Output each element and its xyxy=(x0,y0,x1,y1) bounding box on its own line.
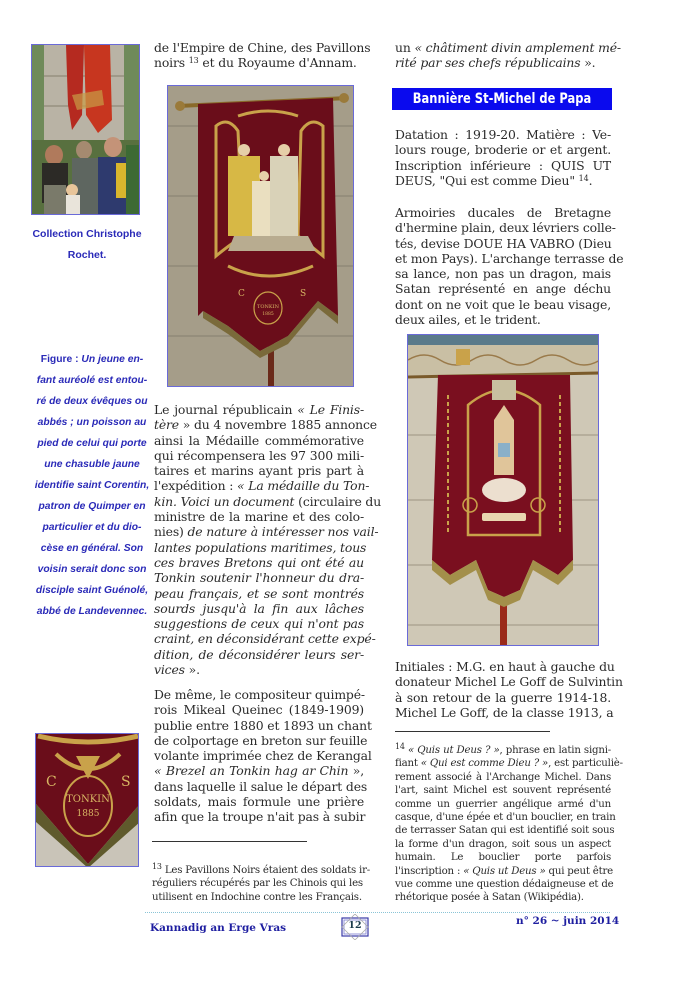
procession-photo xyxy=(31,44,140,215)
footer-divider xyxy=(145,912,610,913)
footnote-line: l'art, saint Michel est souvent représenté xyxy=(395,785,611,797)
footnote-line: utilisent en Indochine contre les Français. xyxy=(152,891,362,903)
text-line: publie entre 1880 et 1893 un chant xyxy=(154,717,372,733)
footnote-line: humain. Le bouclier porte parfois xyxy=(395,852,611,864)
text-line: tère » du 4 novembre 1885 annonce xyxy=(154,417,377,433)
right-paragraph-2 xyxy=(395,205,624,328)
banner-letter-c: C xyxy=(46,774,57,790)
text-line: soldats, mais formule une prière xyxy=(154,794,364,810)
footnote-line: $^{14}$ « Quis ut Deus ? », phrase en latin signi- xyxy=(395,742,611,756)
text-line: rois Mikeal Queinec (1849-1909) xyxy=(154,702,364,718)
text-line: ministre de la marine et des colo- xyxy=(154,509,364,525)
text-line: de colportage en breton sur feuille xyxy=(154,732,368,748)
text-line: nies) de nature à intéresser nos vail- xyxy=(154,524,379,540)
photo-credit-line: Collection Christophe xyxy=(32,228,142,240)
procession-photo-illustration xyxy=(32,45,140,215)
text-line: rité par ses chefs républicains ». xyxy=(395,55,596,71)
text-line: craint, en déconsidérant cette expé- xyxy=(154,631,376,647)
text-line: sa lance, non pas un dragon, mais xyxy=(395,266,611,282)
figure-caption-line: pied de celui qui porte xyxy=(37,438,147,449)
text-line: donateur Michel Le Goff de Sulvintin xyxy=(395,674,623,690)
footnote-ref[interactable]: 14 xyxy=(578,173,589,183)
saint-michel-banner-photo xyxy=(407,334,599,646)
text-line: kin. Voici un document (circulaire du xyxy=(154,493,382,509)
text-line: Inscription inférieure : QUIS UT xyxy=(395,157,611,173)
footnote-line: rement associé à l'Archange Michel. Dans xyxy=(395,771,611,783)
figure-caption-line: abbés ; un poisson au xyxy=(37,417,147,428)
figure-caption-line: cèse en général. Son xyxy=(40,543,144,554)
footnote-line: casque, d'une épée et d'un bouclier, en train xyxy=(395,812,616,824)
text-line: dont on ne voit que le beau visage, xyxy=(395,296,611,312)
figure-caption-line: disciple saint Guénolé, xyxy=(35,585,149,596)
text-line: ces braves Bretons qui ont été au xyxy=(154,554,364,570)
publication-name: Kannadig an Erge Vras xyxy=(150,922,287,934)
footnote-ref-13[interactable]: 13 xyxy=(188,56,199,66)
middle-intro xyxy=(154,40,371,71)
text-line: ainsi la Médaille commémorative xyxy=(154,432,364,448)
banner-letter-s: S xyxy=(300,289,307,299)
footnote-separator xyxy=(152,841,307,842)
figure-caption-line: Un jeune en- xyxy=(81,354,144,365)
photo-credit-line: Rochet. xyxy=(67,249,107,261)
middle-paragraph-2 xyxy=(154,687,372,825)
text-line: lours rouge, broderie or et argent. xyxy=(395,142,611,158)
text-line: volante imprimée chez de Kerangal xyxy=(154,748,372,764)
footnote-13: $^{13}$ Les Pavillons Noirs étaient des soldats ir- réguliers récupérés par les Chinois qui les utilisent en Indochine contre les Français. xyxy=(152,862,371,903)
right-paragraph-3 xyxy=(395,659,623,720)
text-line: afin que la troupe n'ait pas à subir xyxy=(154,809,366,825)
banner-letter-s: S xyxy=(121,774,131,790)
text-line: Le journal républicain « Le Finis- xyxy=(154,402,364,417)
figure-caption-line: une chasuble jaune xyxy=(44,459,140,470)
figure-caption-line: fant auréolé est entou- xyxy=(36,375,148,386)
text-line: deux ailes, et le trident. xyxy=(395,312,541,328)
middle-paragraph-1 xyxy=(154,402,382,678)
footnote-separator xyxy=(395,731,550,732)
text-line: noirs $^{13}$ et du Royaume d'Annam. xyxy=(154,55,357,71)
text-line: Satan représenté en ange déchu xyxy=(395,281,611,297)
figure-caption-line: abbé de Landevennec. xyxy=(36,606,148,617)
text-line: dition, de déconsidérer leurs ser- xyxy=(154,646,364,662)
text-line: l'expédition : « La médaille du Ton- xyxy=(154,478,370,494)
tonkin-banner-detail-photo xyxy=(35,733,139,867)
banner-word: TONKIN xyxy=(66,794,110,805)
text-line: à son retour de la guerre 1914-18. xyxy=(395,689,611,705)
text-line: de l'Empire de Chine, des Pavillons xyxy=(154,40,371,55)
text-line: DEUS, "Qui est comme Dieu" $^{14}$. xyxy=(395,172,593,188)
text-line: tés, devise DOUE HA VABRO (Dieu xyxy=(395,235,612,251)
text-line: sourds jusqu'à la fin aux lâches xyxy=(154,600,364,616)
text-line: Michel Le Goff, de la classe 1913, a xyxy=(395,704,614,720)
text-line: De même, le compositeur quimpé- xyxy=(154,687,365,702)
page-number: 12 xyxy=(348,920,362,931)
footnote-line: l'inscription : « Quis ut Deus » qui peut être xyxy=(395,865,613,877)
footnote-line: fiant « Qui est comme Dieu ? », est particuliè- xyxy=(395,758,623,770)
text-line: qui récompensera les 97 300 mili- xyxy=(154,447,364,463)
text-line: Armoiries ducales de Bretagne xyxy=(395,205,611,220)
figure-caption-line: voisin serait donc son xyxy=(37,564,147,575)
issue-info: n° 26 ~ juin 2014 xyxy=(516,915,620,927)
banner-letter-c: C xyxy=(238,289,245,299)
banner-word: TONKIN xyxy=(257,304,279,310)
tonkin-banner-detail-illustration xyxy=(36,734,139,867)
figure-caption-line: patron de Quimper en xyxy=(38,501,146,512)
footnote-line: comme un guerrier angélique armé d'un xyxy=(395,798,611,810)
text-line: peau français, et se sont montrés xyxy=(154,585,364,601)
footnote-line: la forme d'un dragon, soit sous un aspect xyxy=(395,838,611,850)
page-number-badge xyxy=(340,914,370,940)
banner-year: 1885 xyxy=(262,312,274,317)
footnote-line: de terrasser Satan qui est identifié soit sous xyxy=(395,825,615,837)
footnote-line: réguliers récupérés par les Chinois qui les xyxy=(152,878,363,890)
text-line: un « châtiment divin amplement mé- xyxy=(395,40,621,55)
footnote-number: 14 xyxy=(395,742,405,751)
footnote-14 xyxy=(395,742,623,905)
text-line: dans laquelle il salue le départ des xyxy=(154,778,368,794)
tonkin-banner-photo xyxy=(167,85,354,387)
tonkin-banner-illustration xyxy=(168,86,354,387)
photo-credit xyxy=(20,224,154,266)
footnote-line: rhétorique posée à Satan (Wikipédia). xyxy=(395,892,584,904)
text-line: vices ». xyxy=(154,662,200,678)
text-line: Initiales : M.G. en haut à gauche du xyxy=(395,659,615,674)
footnote-number: 13 xyxy=(152,862,162,871)
text-line: « Brezel an Tonkin hag ar Chin », xyxy=(154,763,364,779)
figure-caption-line: ré de deux évêques ou xyxy=(36,396,148,407)
text-line: suggestions de ceux qui n'ont pas xyxy=(154,616,364,632)
banner-year: 1885 xyxy=(76,809,100,819)
footnote-line: vue comme une question dédaigneuse et de xyxy=(395,879,614,891)
figure-caption-line: identifie saint Corentin, xyxy=(34,480,150,491)
text-line: Tonkin soutenir l'honneur du dra- xyxy=(154,570,364,586)
text-line: d'hermine plain, deux lévriers colle- xyxy=(395,220,616,236)
section-title-bar xyxy=(392,88,612,110)
text-line: taires et marins ayant pris part à xyxy=(154,463,364,479)
saint-michel-banner-illustration xyxy=(408,335,599,646)
figure-caption-line: particulier et du dio- xyxy=(42,522,142,533)
right-paragraph-1 xyxy=(395,127,611,188)
text-line: lantes populations maritimes, tous xyxy=(154,539,367,555)
section-title: Bannière St-Michel de Papa xyxy=(412,91,592,107)
right-intro xyxy=(395,40,621,71)
text-line: et mon Pays). L'archange terrasse de xyxy=(395,250,624,266)
figure-caption-label: Figure : xyxy=(40,354,82,365)
text-line: Datation : 1919-20. Matière : Ve- xyxy=(395,127,611,142)
figure-caption xyxy=(28,349,156,622)
